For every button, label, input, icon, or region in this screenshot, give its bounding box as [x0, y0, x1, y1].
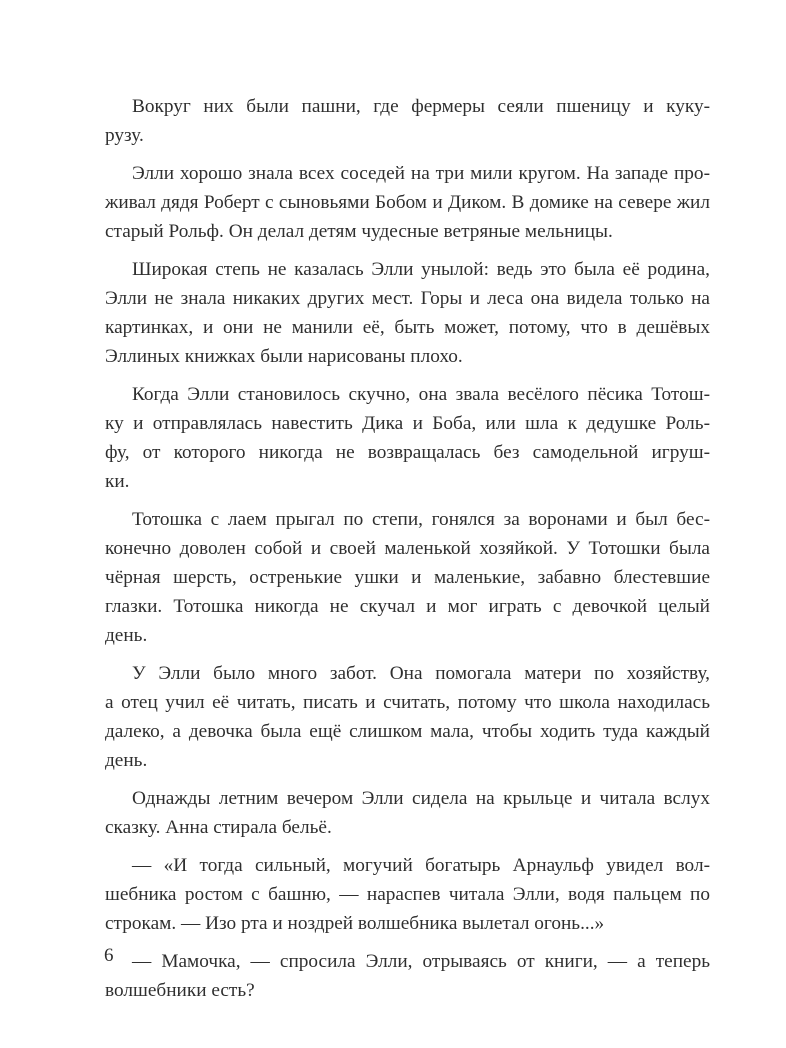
text-line: чёрная шерсть, остренькие ушки и маленькие, забавно блестевшие — [105, 567, 710, 588]
text-line: — Мамочка, — спросила Элли, отрываясь от книги, — а теперь — [132, 951, 710, 972]
text-line: глазки. Тотошка никогда не скучал и мог играть с девочкой целый — [105, 596, 710, 617]
text-line: фу, от которого никогда не возвращалась без самодельной игруш- — [105, 442, 710, 463]
text-line: строкам. — Изо рта и ноздрей волшебника вылетал огонь...» — [105, 913, 605, 934]
paragraph — [105, 659, 710, 775]
text-line: ку и отправлялась навестить Дика и Боба, или шла к дедушке Роль- — [105, 413, 710, 434]
paragraph — [105, 505, 710, 650]
text-line: картинках, и они не манили её, быть может, потому, что в дешёвых — [105, 317, 710, 338]
text-line: сказку. Анна стирала бельё. — [105, 817, 332, 838]
text-line: Однажды летним вечером Элли сидела на крыльце и читала вслух — [132, 788, 710, 809]
text-line: У Элли было много забот. Она помогала матери по хозяйству, — [132, 663, 710, 684]
paragraph — [105, 92, 710, 150]
text-line: Элли не знала никаких других мест. Горы и леса она видела только на — [105, 288, 710, 309]
text-line: далеко, а девочка была ещё слишком мала, чтобы ходить туда каждый — [105, 721, 710, 742]
text-line: Когда Элли становилось скучно, она звала весёлого пёсика Тотош- — [132, 384, 710, 405]
text-line: день. — [105, 625, 148, 646]
text-line: Эллиных книжках были нарисованы плохо. — [105, 346, 463, 367]
paragraph — [105, 851, 710, 938]
text-line: старый Рольф. Он делал детям чудесные ветряные мельницы. — [105, 221, 613, 242]
paragraph — [105, 380, 710, 496]
text-line: Широкая степь не казалась Элли унылой: ведь это была её родина, — [132, 259, 710, 280]
text-line: Элли хорошо знала всех соседей на три мили кругом. На западе про- — [132, 163, 710, 184]
text-line: ки. — [105, 471, 130, 492]
text-line: волшебники есть? — [105, 980, 255, 1001]
paragraph — [105, 159, 710, 246]
paragraph — [105, 784, 710, 842]
page-number: 6 — [104, 945, 114, 966]
page-text-block — [105, 92, 710, 1014]
text-line: рузу. — [105, 125, 144, 146]
text-line: Вокруг них были пашни, где фермеры сеяли пшеницу и куку- — [132, 96, 710, 117]
text-line: а отец учил её читать, писать и считать, потому что школа находилась — [105, 692, 710, 713]
text-line: — «И тогда сильный, могучий богатырь Арнаульф увидел вол- — [132, 855, 710, 876]
text-line: день. — [105, 750, 148, 771]
text-line: Тотошка с лаем прыгал по степи, гонялся за воронами и был бес- — [132, 509, 710, 530]
paragraph — [105, 947, 710, 1005]
text-line: конечно доволен собой и своей маленькой хозяйкой. У Тотошки была — [105, 538, 710, 559]
text-line: живал дядя Роберт с сыновьями Бобом и Диком. В домике на севере жил — [105, 192, 710, 213]
paragraph — [105, 255, 710, 371]
text-line: шебника ростом с башню, — нараспев читала Элли, водя пальцем по — [105, 884, 710, 905]
